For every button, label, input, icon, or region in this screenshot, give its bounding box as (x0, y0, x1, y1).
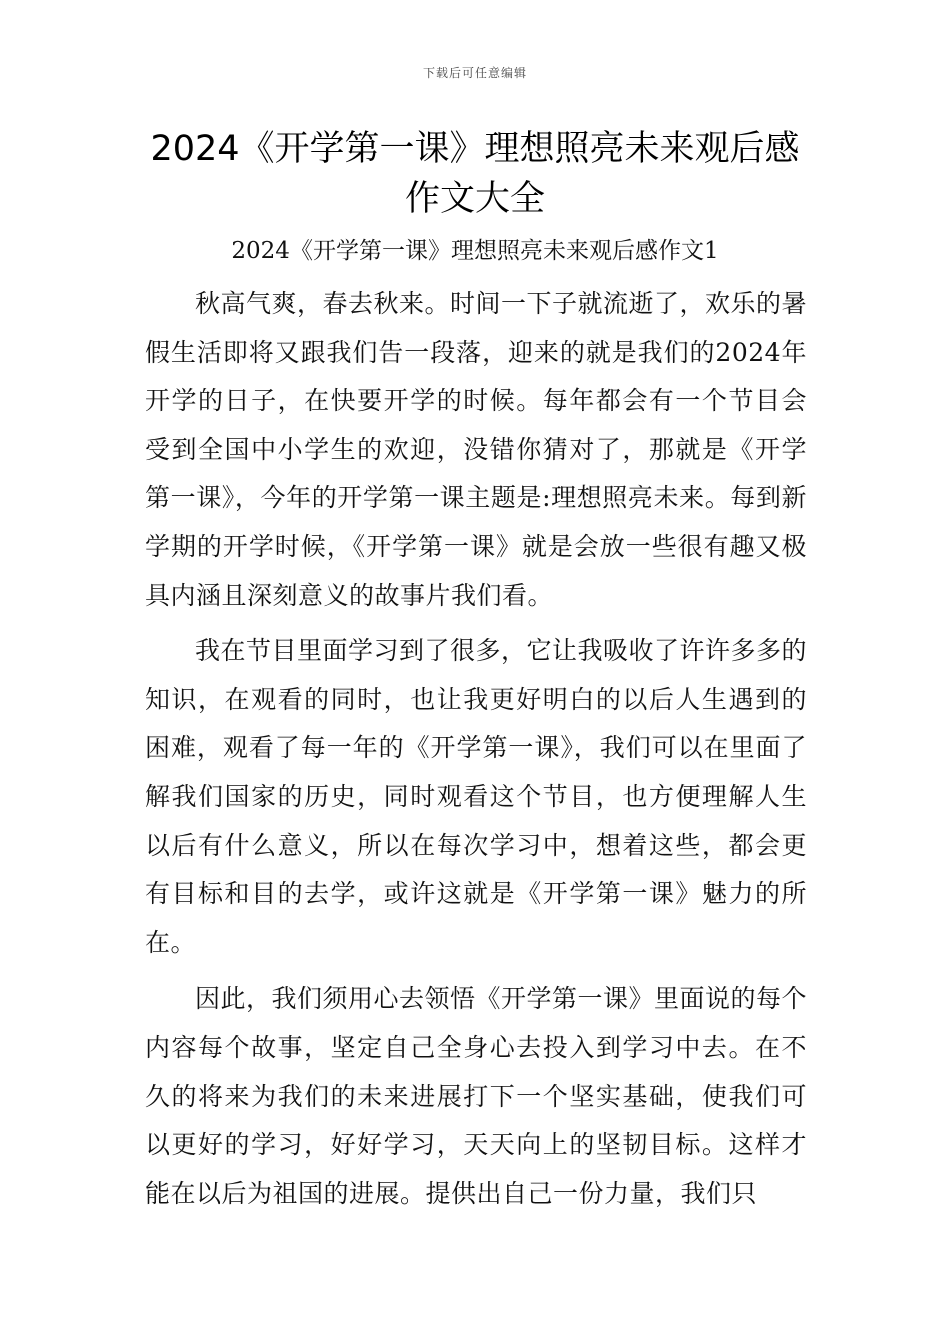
header-note: 下载后可任意编辑 (422, 66, 527, 80)
document-subtitle: 2024《开学第一课》理想照亮未来观后感作文1 (231, 238, 719, 264)
paragraph: 我在节目里面学习到了很多，它让我吸收了许许多多的知识，在观看的同时，也让我更好明白的以后人生遇到的困难，观看了每一年的《开学第一课》，我们可以在里面了解我们国家的历史，同时观看这个节目，也方便理解人生以后有什么意义，所以在每次学习中，想着这些，都会更有目标和目的去学，或许这就是《开学第一课》魅力的所在。 (145, 636, 808, 957)
paragraph: 秋高气爽，春去秋来。时间一下子就流逝了，欢乐的暑假生活即将又跟我们告一段落，迎来的就是我们的2024年开学的日子，在快要开学的时候。每年都会有一个节目会受到全国中小学生的欢迎，没错你猜对了，那就是《开学第一课》，今年的开学第一课主题是:理想照亮未来。每到新学期的开学时候，《开学第一课》就是会放一些很有趣又极具内涵且深刻意义的故事片我们看。 (145, 289, 808, 610)
paragraph: 因此，我们须用心去领悟《开学第一课》里面说的每个内容每个故事，坚定自己全身心去投入到学习中去。在不久的将来为我们的未来进展打下一个坚实基础，使我们可以更好的学习，好好学习，天天向上的坚韧目标。这样才能在以后为祖国的进展。提供出自己一份力量，我们只 (145, 984, 808, 1208)
document-body (145, 280, 807, 1218)
document-title: 2024《开学第一课》理想照亮未来观后感作文大全 (150, 129, 800, 219)
